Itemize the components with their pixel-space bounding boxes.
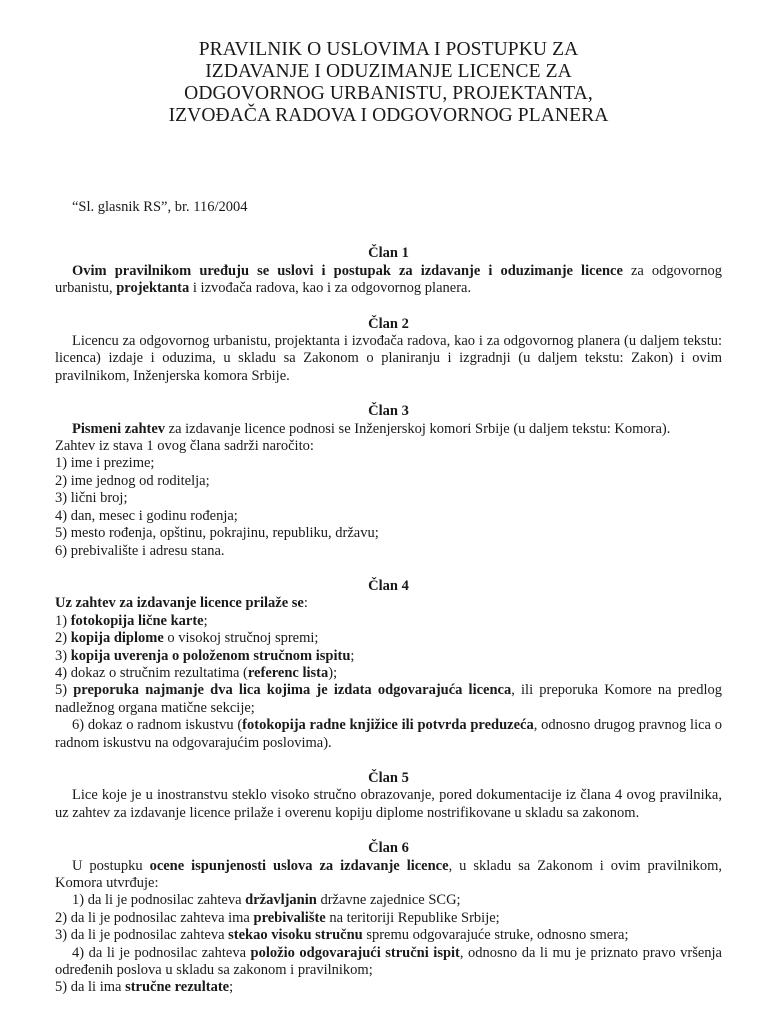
list-item: 3) lični broj; (55, 490, 128, 507)
article-3-text: Pismeni zahtev za izdavanje licence podnosi se Inženjerskoj komori Srbije (u daljem tekstu: Komora). (72, 420, 671, 437)
bold-text: preporuka najmanje dva lica kojima je izdata odgovarajuća licenca (73, 682, 512, 699)
document-body (55, 199, 722, 997)
list-item: 6) prebivalište i adresu stana. (55, 542, 225, 559)
bold-text: Uz zahtev za izdavanje licence prilaže se (55, 595, 304, 612)
list-item: 1) fotokopija lične karte; (55, 612, 208, 629)
article-6-intro: U postupku ocene ispunjenosti uslova za izdavanje licence, u skladu sa Zakonom i ovim pravilnikom, Komora utvrđuje: (55, 857, 722, 891)
list-item: 3) kopija uverenja o položenom stručnom ispitu; (55, 647, 355, 664)
article-heading: Član 6 (368, 840, 409, 857)
list-item: Uz zahtev za izdavanje licence prilaže se: (55, 595, 308, 612)
bold-text: državljanin (245, 892, 317, 909)
source-citation: “Sl. glasnik RS”, br. 116/2004 (72, 199, 248, 215)
list-item: 1) da li je podnosilac zahteva državljanin državne zajednice SCG; (72, 892, 461, 909)
list-item: 1) ime i prezime; (55, 455, 155, 472)
list-item: 4) dan, mesec i godinu rođenja; (55, 507, 238, 524)
bold-text: Pismeni zahtev (72, 420, 166, 437)
bold-text: fotokopija lične karte (70, 612, 204, 629)
bold-text: referenc lista (247, 664, 329, 681)
list-item: 4) da li je podnosilac zahteva položio odgovarajući stručni ispit, odnosno da li mu je priznato pravo vršenja određenih poslova u skladu sa zakonom i pravilnikom; (55, 944, 722, 979)
title-line: PRAVILNIK O USLOVIMA I POSTUPKU ZA (198, 39, 579, 60)
list-item: 5) da li ima stručne rezultate; (55, 979, 234, 996)
article-heading: Član 2 (368, 315, 409, 332)
article-heading: Član 5 (368, 769, 409, 786)
title-line: ODGOVORNOG URBANISTU, PROJEKTANTA, (184, 83, 593, 104)
list-item: 3) da li je podnosilac zahteva stekao visoku stručnu spremu odgovarajuće struke, odnosno smera; (55, 927, 629, 944)
bold-text: Ovim pravilnikom uređuju se uslovi i postupak za izdavanje i oduzimanje licence (72, 262, 623, 279)
list-item: 2) kopija diplome o visokoj stručnoj spremi; (55, 630, 319, 647)
list-item: 5) mesto rođenja, opštinu, pokrajinu, republiku, državu; (55, 525, 379, 542)
bold-text: projektanta (116, 280, 190, 297)
article-5-text: Lice koje je u inostranstvu steklo visoko stručno obrazovanje, pored dokumentacije iz člana 4 ovog pravilnika, uz zahtev za izdavanje licence prilaže i overenu kopiju diplome nostrifikovane u skladu sa zakonom. (55, 787, 722, 821)
title-line: IZVOĐAČA RADOVA I ODGOVORNOG PLANERA (168, 105, 609, 126)
bold-text: položio odgovarajući stručni ispit (250, 944, 460, 961)
list-item: 5) preporuka najmanje dva lica kojima je izdata odgovarajuća licenca, ili preporuka Komore na predlog nadležnog organa matične sekcije; (55, 682, 722, 716)
article-1-text: Ovim pravilnikom uređuju se uslovi i postupak za izdavanje i oduzimanje licence za odgovornog urbanistu, projektanta i izvođača radova, kao i za odgovornog planera. (55, 262, 722, 297)
bold-text: prebivalište (253, 909, 326, 926)
title-line: IZDAVANJE I ODUZIMANJE LICENCE ZA (205, 61, 572, 82)
list-item: 4) dokaz o stručnim rezultatima (referenc lista); (55, 664, 338, 681)
article-2-text: Licencu za odgovornog urbanistu, projektanta i izvođača radova, kao i za odgovornog planera (u daljem tekstu: licenca) izdaje i oduzima, u skladu sa Zakonom o planiranju i izgradnji (u daljem tekstu: Zakon) i ovim pravilnikom, Inženjerska komora Srbije. (55, 333, 722, 384)
list-item: 2) da li je podnosilac zahteva ima prebivalište na teritoriji Republike Srbije; (55, 909, 500, 926)
list-item: Zahtev iz stava 1 ovog člana sadrži naročito: (55, 438, 314, 455)
article-heading: Član 4 (368, 577, 409, 594)
list-item: 6) dokaz o radnom iskustvu (fotokopija radne knjižice ili potvrda preduzeća, odnosno drugog pravnog lica o radnom iskustvu na odgovarajućim poslovima). (55, 717, 722, 751)
bold-text: ocene ispunjenosti uslova za izdavanje licence (149, 857, 449, 874)
bold-text: stručne rezultate (125, 979, 230, 996)
article-heading: Član 1 (368, 245, 409, 262)
document-title (55, 39, 722, 127)
bold-text: stekao visoku stručnu (228, 927, 363, 944)
bold-text: fotokopija radne knjižice ili potvrda preduzeća (242, 717, 534, 734)
bold-text: kopija uverenja o položenom stručnom ispitu (70, 647, 351, 664)
bold-text: kopija diplome (70, 630, 164, 647)
article-heading: Član 3 (368, 403, 409, 420)
list-item: 2) ime jednog od roditelja; (55, 472, 210, 489)
